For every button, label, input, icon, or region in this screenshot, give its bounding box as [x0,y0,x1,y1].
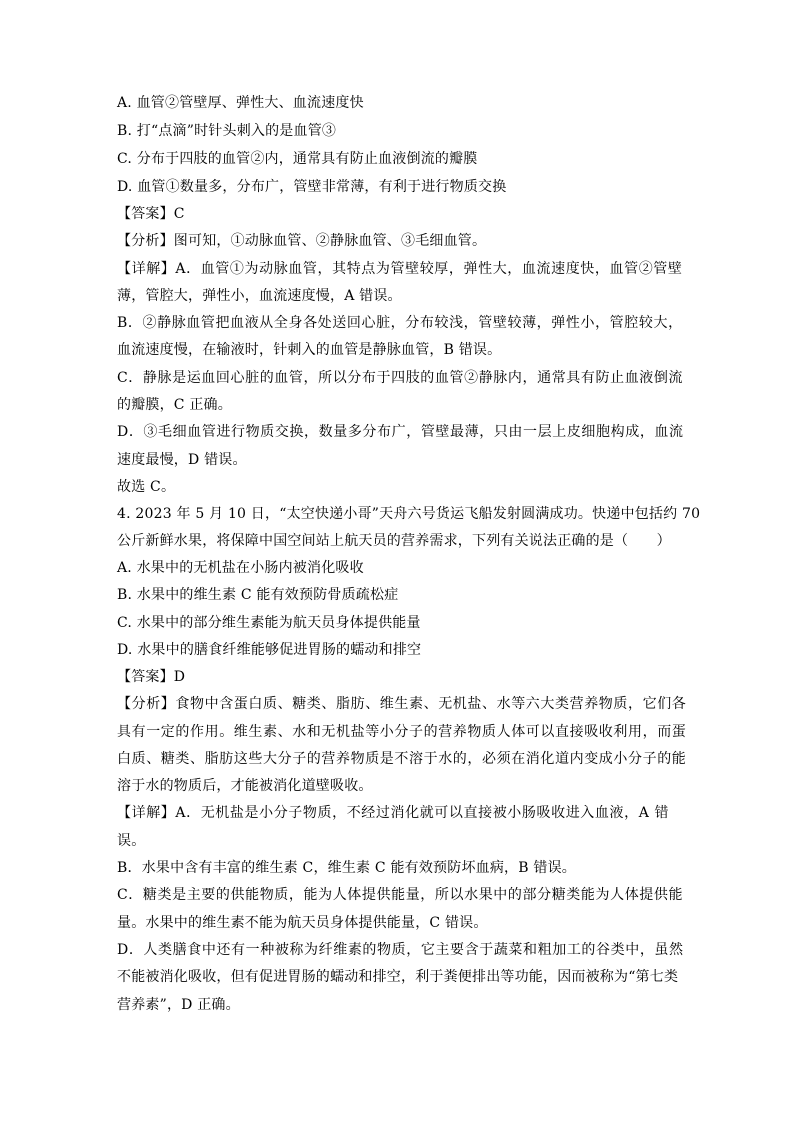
q4-analysis-line: 具有一定的作用。维生素、水和无机盐等小分子的营养物质人体可以直接吸收利用，而蛋 [117,724,687,740]
q4-option-c: C. 水果中的部分维生素能为航天员身体提供能量 [117,615,421,631]
q3-option-b: B. 打“点滴”时针头刺入的是血管③ [117,123,337,139]
q4-option-d: D. 水果中的膳食纤维能够促进胃肠的蠕动和排空 [117,642,422,658]
q4-analysis-line: 溶于水的物质后，才能被消化道壁吸收。 [117,778,373,794]
q3-option-c: C. 分布于四肢的血管②内，通常具有防止血液倒流的瓣膜 [117,151,478,167]
q4-detail-line: 误。 [117,833,146,849]
q3-detail-line: 薄，管腔大，弹性小，血流速度慢，A 错误。 [117,288,402,304]
q3-answer: 【答案】C [117,206,185,222]
q3-detail-line: C．静脉是运血回心脏的血管，所以分布于四肢的血管②静脉内，通常具有防止血液倒流 [117,370,684,386]
q4-option-a: A. 水果中的无机盐在小肠内被消化吸收 [117,560,364,576]
q4-detail-line: 营养素”，D 正确。 [117,997,240,1013]
q4-answer: 【答案】D [117,669,186,685]
q4-detail-line: D．人类膳食中还有一种被称为纤维素的物质，它主要含于蔬菜和粗加工的谷类中，虽然 [117,942,684,958]
q4-detail-line: 量。水果中的维生素不能为航天员身体提供能量，C 错误。 [117,915,488,931]
q4-stem-line: 公斤新鲜水果，将保障中国空间站上航天员的营养需求，下列有关说法正确的是（ ） [117,533,671,549]
q3-detail-line: 【详解】A．血管①为动脉血管，其特点为管壁较厚，弹性大，血流速度快，血管②管壁 [117,261,683,277]
q3-analysis: 【分析】图可知，①动脉血管、②静脉血管、③毛细血管。 [117,233,487,249]
q4-detail-line: 不能被消化吸收，但有促进胃肠的蠕动和排空，利于粪便排出等功能，因而被称为“第七类 [117,969,679,985]
q3-option-d: D. 血管①数量多，分布广，管壁非常薄，有利于进行物质交换 [117,179,507,195]
q4-detail-line: C．糖类是主要的供能物质，能为人体提供能量，所以水果中的部分糖类能为人体提供能 [117,887,684,903]
q3-conclusion: 故选 C。 [117,479,176,495]
q4-detail-line: 【详解】A．无机盐是小分子物质，不经过消化就可以直接被小肠吸收进入血液，A 错 [117,805,670,821]
q4-detail-line: B．水果中含有丰富的维生素 C，维生素 C 能有效预防坏血病，B 错误。 [117,860,576,876]
q3-detail-line: 的瓣膜，C 正确。 [117,397,232,413]
q4-stem-line: 4. 2023 年 5 月 10 日，“太空快递小哥”天舟六号货运飞船发射圆满成功。快递中包括约 70 [117,506,701,522]
q3-option-a: A. 血管②管壁厚、弹性大、血流速度快 [117,95,364,111]
q4-analysis-line: 【分析】食物中含蛋白质、糖类、脂肪、维生素、无机盐、水等六大类营养物质，它们各 [117,696,687,712]
q3-detail-line: D．③毛细血管进行物质交换，数量多分布广，管壁最薄，只由一层上皮细胞构成，血流 [117,424,684,440]
q3-detail-line: 速度最慢，D 错误。 [117,452,247,468]
q3-detail-line: B．②静脉血管把血液从全身各处送回心脏，分布较浅，管壁较薄，弹性小，管腔较大， [117,315,683,331]
q4-option-b: B. 水果中的维生素 C 能有效预防骨质疏松症 [117,587,399,603]
q4-analysis-line: 白质、糖类、脂肪这些大分子的营养物质是不溶于水的，必须在消化道内变成小分子的能 [117,751,687,767]
q3-detail-line: 血流速度慢，在输液时，针刺入的血管是静脉血管，B 错误。 [117,342,502,358]
